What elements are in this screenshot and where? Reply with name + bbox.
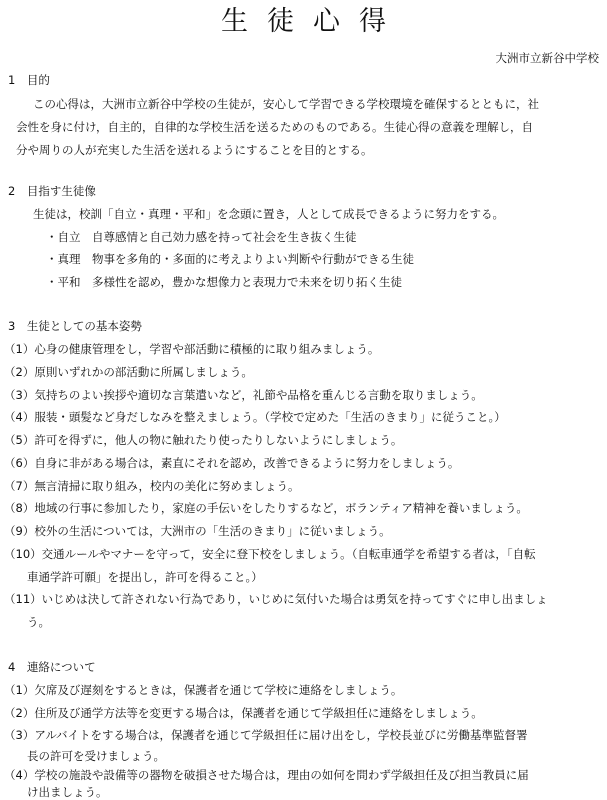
section-3-line: （9）校外の生活については，大洲市の「生活のきまり」に従いましょう。 bbox=[4, 524, 391, 538]
page-title: 生徒心得 bbox=[221, 6, 405, 37]
section-1-heading: 1 目的 bbox=[8, 73, 50, 87]
section-4-line: け出ましょう。 bbox=[4, 785, 108, 799]
section-4-heading: 4 連絡について bbox=[8, 660, 96, 674]
section-2-item: ・平和 多様性を認め，豊かな想像力と表現力で未来を切り拓く生徒 bbox=[46, 275, 403, 289]
section-1-line: 分や周りの人が充実した生活を送れるようにすることを目的とする。 bbox=[16, 143, 373, 157]
section-3-line: （3）気持ちのよい挨拶や適切な言葉遣いなど，礼節や品格を重んじる言動を取りましょう。 bbox=[4, 388, 483, 402]
section-2-heading: 2 目指す生徒像 bbox=[8, 184, 96, 198]
section-3-line: （10）交通ルールやマナーを守って，安全に登下校をしましょう。（自転車通学を希望する者は，「自転 bbox=[4, 547, 536, 561]
section-3-line: （6）自身に非がある場合は，素直にそれを認め，改善できるように努力をしましょう。 bbox=[4, 456, 460, 470]
section-4-line: （4）学校の施設や設備等の器物を破損させた場合は，理由の如何を問わず学級担任及び担当教員に届 bbox=[4, 768, 529, 782]
section-4-line: 長の許可を受けましょう。 bbox=[4, 749, 165, 763]
section-3-line: （8）地域の行事に参加したり，家庭の手伝いをしたりするなど，ボランティア精神を養いましょう。 bbox=[4, 501, 528, 515]
section-3-line: （4）服装・頭髪など身だしなみを整えましょう。（学校で定めた「生活のきまり」に従うこと。） bbox=[4, 410, 506, 424]
section-3-line: （1）心身の健康管理をし，学習や部活動に積極的に取り組みましょう。 bbox=[4, 342, 380, 356]
section-1-line: 会性を身に付け，自主的，自律的な学校生活を送るためのものである。生徒心得の意義を理解し，自 bbox=[16, 120, 534, 134]
section-3-line: （11）いじめは決して許されない行為であり，いじめに気付いた場合は勇気を持ってすぐに申し出ましょ bbox=[4, 592, 548, 606]
section-4-line: （1）欠席及び遅刻をするときは，保護者を通じて学校に連絡をしましょう。 bbox=[4, 683, 403, 697]
section-2-item: ・真理 物事を多角的・多面的に考えよりよい判断や行動ができる生徒 bbox=[46, 252, 414, 266]
section-4-line: （2）住所及び通学方法等を変更する場合は，保護者を通じて学級担任に連絡をしましょう。 bbox=[4, 706, 483, 720]
school-name: 大洲市立新谷中学校 bbox=[495, 51, 599, 65]
section-4-line: （3）アルバイトをする場合は，保護者を通じて学級担任に届け出をし，学校長並びに労働基準監督署 bbox=[4, 728, 528, 742]
section-3-heading: 3 生徒としての基本姿勢 bbox=[8, 319, 142, 333]
section-2-intro: 生徒は，校訓「自立・真理・平和」を念頭に置き，人として成長できるように努力をする。 bbox=[33, 207, 505, 221]
section-3-line: （7）無言清掃に取り組み，校内の美化に努めましょう。 bbox=[4, 479, 300, 493]
section-3-line: 車通学許可願」を提出し，許可を得ること。） bbox=[4, 570, 263, 584]
section-3-line: （5）許可を得ずに，他人の物に触れたり使ったりしないようにしましょう。 bbox=[4, 433, 403, 447]
section-2-item: ・自立 自尊感情と自己効力感を持って社会を生き抜く生徒 bbox=[46, 230, 357, 244]
section-1-line: この心得は，大洲市立新谷中学校の生徒が，安心して学習できる学校環境を確保するとともに，社 bbox=[33, 97, 539, 111]
section-3-line: う。 bbox=[4, 615, 50, 629]
section-3-line: （2）原則いずれかの部活動に所属しましょう。 bbox=[4, 365, 253, 379]
